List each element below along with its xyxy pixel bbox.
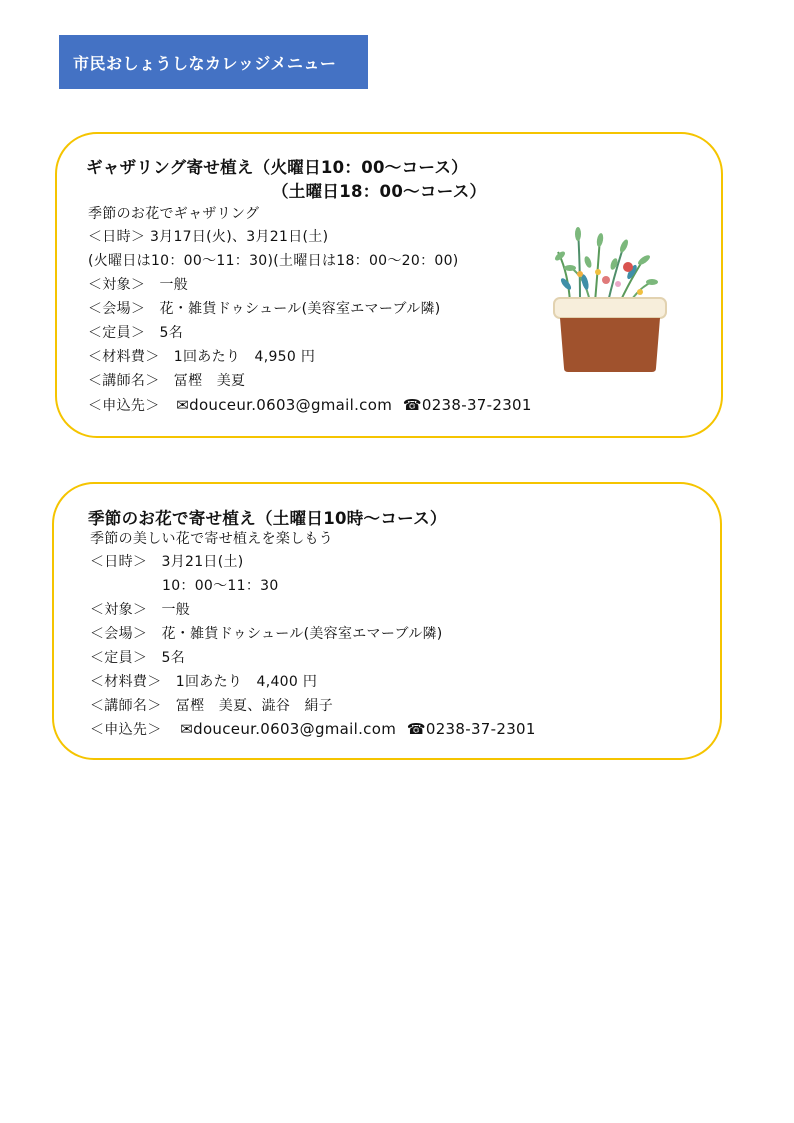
course1-time: (火曜日は10：00～11：30)(土曜日は18：00～20：00) bbox=[88, 253, 459, 269]
course2-instructor: ＜講師名＞ 冨樫 美夏、澁谷 絹子 bbox=[90, 698, 334, 714]
course2-contact-label: ＜申込先＞ bbox=[90, 722, 162, 738]
course2-email-link[interactable]: ✉douceur.0603@gmail.com bbox=[180, 720, 397, 738]
course1-venue: ＜会場＞ 花・雑貨ドゥシュール(美容室エマーブル隣) bbox=[88, 301, 441, 317]
course1-target: ＜対象＞ 一般 bbox=[88, 277, 189, 293]
course1-capacity: ＜定員＞ 5名 bbox=[88, 325, 184, 341]
course2-time: 10：00～11：30 bbox=[162, 578, 279, 594]
page-title: 市民おしょうしなカレッジメニュー bbox=[73, 53, 337, 73]
course1-email-link[interactable]: ✉douceur.0603@gmail.com bbox=[176, 396, 393, 414]
course2-date: ＜日時＞ 3月21日(土) bbox=[90, 554, 244, 570]
course1-date: ＜日時＞ 3月17日(火)、3月21日(土) bbox=[88, 229, 329, 245]
course2-contact bbox=[90, 719, 536, 739]
course1-contact-label: ＜申込先＞ bbox=[88, 398, 160, 414]
course2-target: ＜対象＞ 一般 bbox=[90, 602, 191, 618]
course2-title: 季節のお花で寄せ植え（土曜日10時～コース） bbox=[88, 509, 447, 528]
page-title-banner bbox=[59, 35, 368, 89]
course1-title-line2: （土曜日18：00～コース） bbox=[272, 182, 487, 201]
course1-title-line1: ギャザリング寄せ植え（火曜日10：00～コース） bbox=[86, 158, 468, 177]
course2-capacity: ＜定員＞ 5名 bbox=[90, 650, 186, 666]
course2-venue: ＜会場＞ 花・雑貨ドゥシュール(美容室エマーブル隣) bbox=[90, 626, 443, 642]
course1-phone: ☎0238-37-2301 bbox=[402, 396, 532, 414]
potted-plant-image bbox=[540, 222, 670, 377]
course2-fee: ＜材料費＞ 1回あたり 4,400 円 bbox=[90, 674, 318, 690]
course1-subtitle: 季節のお花でギャザリング bbox=[88, 206, 260, 222]
course1-instructor: ＜講師名＞ 冨樫 美夏 bbox=[88, 373, 246, 389]
course1-contact bbox=[88, 395, 532, 415]
course1-fee: ＜材料費＞ 1回あたり 4,950 円 bbox=[88, 349, 316, 365]
course2-subtitle: 季節の美しい花で寄せ植えを楽しもう bbox=[90, 531, 334, 547]
course2-phone: ☎0238-37-2301 bbox=[406, 720, 536, 738]
